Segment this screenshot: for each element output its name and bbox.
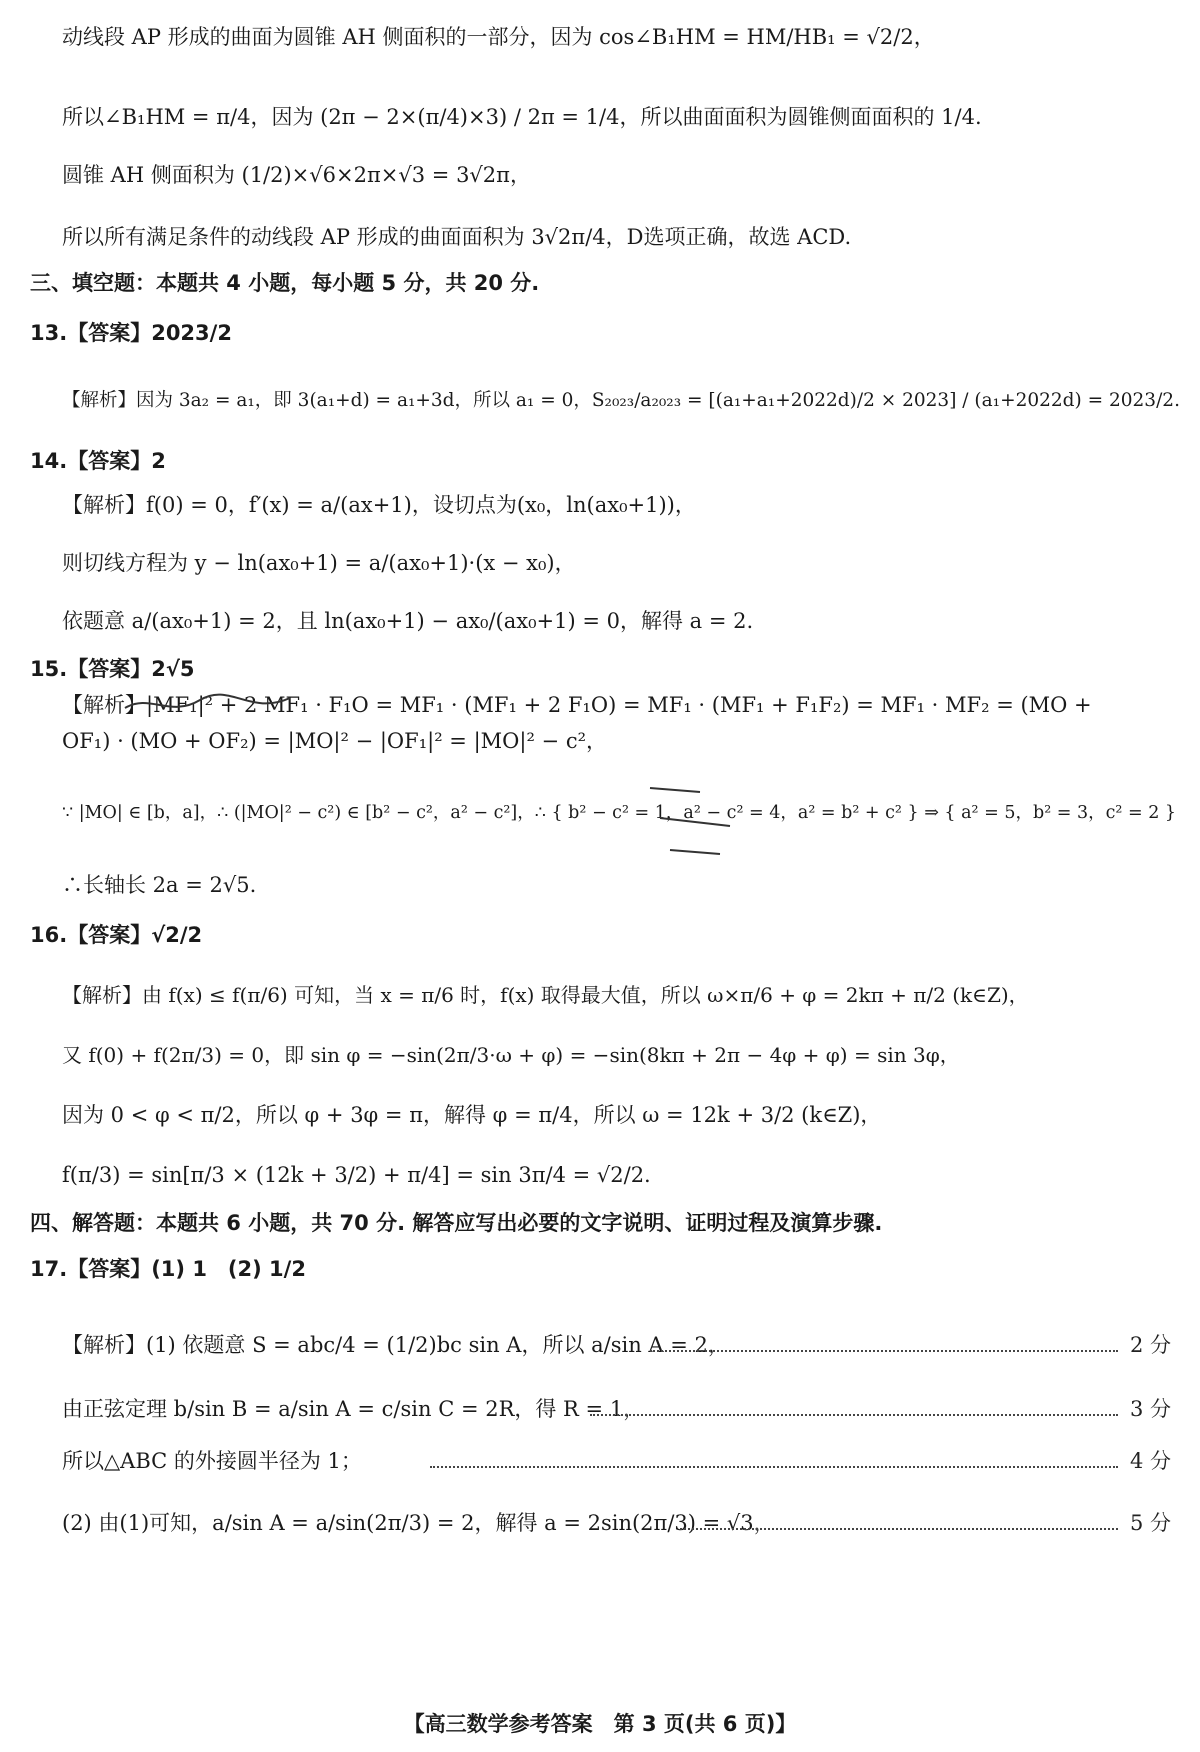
score-mark: 2 分 bbox=[1130, 1333, 1172, 1357]
ink-scribble-mark bbox=[640, 768, 820, 868]
explanation-line: f(π/3) = sin[π/3 × (12k + 3/2) + π/4] = sin 3π/4 = √2/2. bbox=[62, 1163, 651, 1187]
explanation-line: 因为 0 < φ < π/2，所以 φ + 3φ = π，解得 φ = π/4，所以 ω = 12k + 3/2 (k∈Z)， bbox=[62, 1103, 882, 1127]
text-line: 动线段 AP 形成的曲面为圆锥 AH 侧面积的一部分，因为 cos∠B₁HM = HM/HB₁ = √2/2， bbox=[62, 25, 935, 49]
text-line: 所以所有满足条件的动线段 AP 形成的曲面面积为 3√2π/4，D选项正确，故选 ACD. bbox=[62, 225, 852, 249]
explanation-line: 【解析】因为 3a₂ = a₁，即 3(a₁+d) = a₁+3d，所以 a₁ = 0，S₂₀₂₃/a₂₀₂₃ = [(a₁+a₁+2022d)/2 × 2023] / (a₁+2022d) = 2023/2. bbox=[62, 390, 1180, 411]
explanation-line: 由正弦定理 b/sin B = a/sin A = c/sin C = 2R，得 R = 1， bbox=[62, 1397, 645, 1421]
section-heading: 四、解答题：本题共 6 小题，共 70 分. 解答应写出必要的文字说明、证明过程及演算步骤. bbox=[30, 1211, 883, 1235]
explanation-line: 【解析】(1) 依题意 S = abc/4 = (1/2)bc sin A，所以 a/sin A = 2， bbox=[62, 1333, 729, 1357]
text-line: 圆锥 AH 侧面积为 (1/2)×√6×2π×√3 = 3√2π， bbox=[62, 163, 531, 187]
answer-line: 14.【答案】2 bbox=[30, 449, 166, 473]
score-mark: 5 分 bbox=[1130, 1511, 1172, 1535]
ink-scribble-mark bbox=[120, 688, 300, 722]
section-heading: 三、填空题：本题共 4 小题，每小题 5 分，共 20 分. bbox=[30, 271, 540, 295]
score-leader-dots bbox=[590, 1414, 1118, 1416]
score-leader-dots bbox=[430, 1466, 1118, 1468]
explanation-line: 又 f(0) + f(2π/3) = 0，即 sin φ = −sin(2π/3·ω + φ) = −sin(8kπ + 2π − 4φ + φ) = sin 3φ， bbox=[62, 1043, 960, 1067]
explanation-line: 则切线方程为 y − ln(ax₀+1) = a/(ax₀+1)·(x − x₀)， bbox=[62, 551, 576, 575]
answer-line: 15.【答案】2√5 bbox=[30, 657, 195, 681]
explanation-line: 依题意 a/(ax₀+1) = 2，且 ln(ax₀+1) − ax₀/(ax₀+1) = 0，解得 a = 2. bbox=[62, 609, 754, 633]
explanation-line: ∴长轴长 2a = 2√5. bbox=[62, 873, 257, 897]
explanation-line: 【解析】|MF₁|² + 2 MF₁ · F₁O = MF₁ · (MF₁ + 2 F₁O) = MF₁ · (MF₁ + F₁F₂) = MF₁ · MF₂ = (MO + bbox=[62, 693, 1092, 717]
score-mark: 3 分 bbox=[1130, 1397, 1172, 1421]
explanation-line: (2) 由(1)可知，a/sin A = a/sin(2π/3) = 2，解得 a = 2sin(2π/3) = √3， bbox=[62, 1511, 775, 1535]
answer-line: 16.【答案】√2/2 bbox=[30, 923, 203, 947]
text-line: 所以∠B₁HM = π/4，因为 (2π − 2×(π/4)×3) / 2π = 1/4，所以曲面面积为圆锥侧面面积的 1/4. bbox=[62, 105, 982, 129]
answer-line: 13.【答案】2023/2 bbox=[30, 321, 232, 345]
explanation-line: OF₁) · (MO + OF₂) = |MO|² − |OF₁|² = |MO|² − c²， bbox=[62, 729, 607, 753]
page-footer: 【高三数学参考答案 第 3 页(共 6 页)】 bbox=[403, 1712, 797, 1736]
answer-line: 17.【答案】(1) 1 (2) 1/2 bbox=[30, 1257, 306, 1281]
explanation-line: 所以△ABC 的外接圆半径为 1； bbox=[62, 1449, 362, 1473]
explanation-line: 【解析】由 f(x) ≤ f(π/6) 可知，当 x = π/6 时，f(x) 取得最大值，所以 ω×π/6 + φ = 2kπ + π/2 (k∈Z)， bbox=[62, 983, 1029, 1007]
score-leader-dots bbox=[680, 1528, 1118, 1530]
explanation-line: 【解析】f(0) = 0，f′(x) = a/(ax+1)，设切点为(x₀，ln(ax₀+1))， bbox=[62, 493, 696, 517]
score-leader-dots bbox=[650, 1350, 1118, 1352]
explanation-line: ∵ |MO| ∈ [b，a]，∴ (|MO|² − c²) ∈ [b² − c²，a² − c²]，∴ { b² − c² = 1，a² − c² = 4，a² = b² + c² } ⇒ { a² = 5，b² = 3，c² = 2 } bbox=[62, 803, 1177, 823]
score-mark: 4 分 bbox=[1130, 1449, 1172, 1473]
